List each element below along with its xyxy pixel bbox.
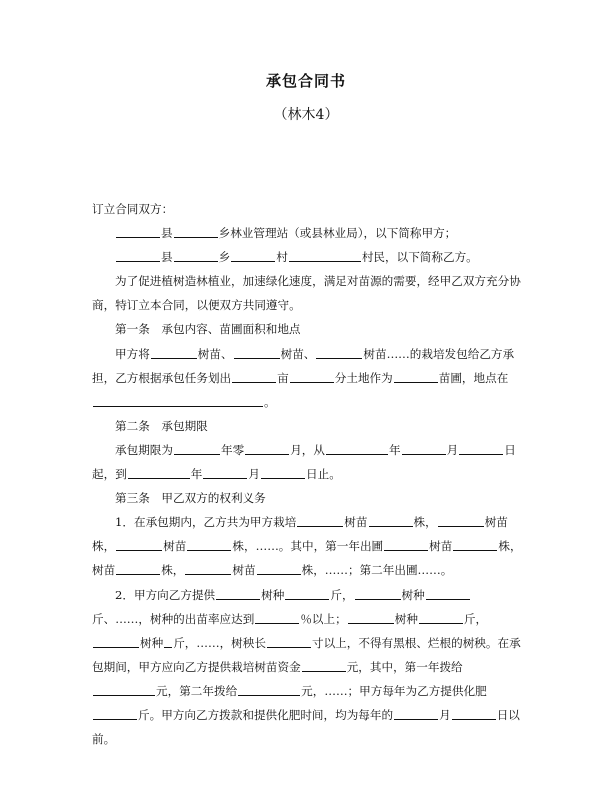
text-fragment: 月 [248, 467, 261, 482]
text-fragment: 树苗 [429, 539, 453, 554]
text-fragment: 月，从 [290, 442, 325, 457]
blank-field [116, 225, 160, 238]
intro-line: 订立合同双方： [92, 202, 174, 216]
blank-field [297, 514, 343, 527]
blank-field [348, 611, 394, 624]
blank-field [216, 587, 260, 600]
blank-field [255, 611, 299, 624]
blank-field [402, 442, 446, 455]
text-fragment: 树苗 [163, 539, 187, 554]
text-fragment: 株，……。其中，第一年出圃 [232, 539, 384, 554]
blank-field [326, 442, 388, 455]
blank-field [174, 442, 220, 455]
blank-field [93, 683, 155, 696]
party-a-line [92, 221, 526, 245]
blank-field [285, 587, 329, 600]
blank-field [116, 562, 160, 575]
purpose-paragraph: 为了促进植树造林植业，加速绿化速度，满足对苗源的需要，经甲乙双方充分协商，特订立本合同，以便双方共同遵守。 [92, 274, 521, 313]
text-fragment: 县 [161, 250, 173, 265]
text-fragment: 树苗 [232, 563, 256, 578]
text-fragment: 元，……；甲方每年为乙方提供化肥 [301, 683, 487, 698]
blank-field [234, 346, 280, 359]
article-3-item-1 [92, 510, 526, 582]
blank-field [261, 466, 305, 479]
text-fragment: 元，其中，第一年拨给 [346, 659, 463, 674]
blank-field [369, 514, 413, 527]
text-fragment: 乡 [218, 250, 231, 265]
text-fragment: 日以前。 [92, 707, 520, 747]
blank-field [452, 707, 496, 720]
blank-field [316, 346, 362, 359]
blank-field [93, 394, 263, 407]
document-subtitle: （林木4） [273, 107, 339, 123]
text-fragment: 树苗、 [280, 346, 316, 361]
text-fragment: 村 [276, 250, 288, 265]
blank-field [267, 635, 311, 648]
article-3-heading: 第三条 甲乙双方的权利义务 [115, 491, 266, 506]
text-fragment: 树苗株， [92, 515, 508, 554]
blank-field [128, 466, 190, 479]
text-fragment: 株，树苗 [92, 539, 522, 578]
text-fragment: 月 [439, 707, 451, 722]
blank-field [93, 635, 139, 648]
article-2-heading: 第二条 承包期限 [115, 418, 208, 433]
text-fragment: 树种 [261, 587, 285, 602]
blank-field [419, 611, 463, 624]
text-fragment: 斤、……，树种的出苗率应达到 [92, 611, 255, 626]
blank-field [116, 538, 162, 551]
text-fragment: 斤，……，树秧长 [173, 635, 266, 650]
blank-field [185, 562, 231, 575]
text-fragment: 甲方将 [115, 346, 150, 361]
text-fragment: 树苗 [344, 515, 368, 530]
blank-field [355, 587, 401, 600]
blank-field [174, 249, 218, 262]
blank-field [245, 442, 289, 455]
text-fragment: 2．甲方向乙方提供 [115, 587, 216, 602]
blank-field [302, 659, 346, 672]
blank-field [116, 249, 160, 262]
document-title: 承包合同书 [265, 72, 346, 90]
text-fragment: 。 [264, 394, 276, 409]
blank-field [394, 370, 438, 383]
blank-field [459, 442, 503, 455]
blank-field [187, 538, 231, 551]
text-fragment: 承包期限为 [115, 442, 173, 457]
text-fragment: 日起，到 [92, 442, 516, 482]
blank-field [151, 346, 197, 359]
text-fragment: 株，……；第二年出圃……。 [301, 563, 453, 578]
text-fragment: 日止。 [306, 467, 341, 482]
text-fragment: 树种 [140, 635, 164, 650]
blank-field [93, 707, 137, 720]
blank-field [203, 466, 247, 479]
text-fragment: 村民，以下简称乙方。 [361, 250, 478, 265]
text-fragment: 树种 [394, 611, 418, 626]
blank-field [453, 538, 497, 551]
text-fragment: 年 [388, 442, 401, 457]
text-fragment: 亩 [277, 370, 289, 385]
article-3-item-2 [92, 583, 526, 752]
text-fragment: 乡林业管理站（或县林业局），以下简称甲方； [218, 226, 457, 241]
blank-field [384, 538, 428, 551]
blank-field [174, 225, 218, 238]
text-fragment: 斤， [463, 611, 488, 626]
blank-field [426, 587, 470, 600]
text-fragment: 树种 [401, 587, 425, 602]
text-fragment: 年 [190, 467, 203, 482]
text-fragment: 1．在承包期内，乙方共为甲方栽培 [115, 515, 297, 530]
text-fragment: 寸以上，不得有黑根、烂根的树秧。在承包期间，甲方应向乙方提供栽培树苗资金 [92, 635, 521, 674]
article-2-paragraph [92, 438, 526, 486]
text-fragment: 树苗……的栽培发包给乙方承担，乙方根据承包任务划出 [92, 346, 515, 385]
text-fragment: 株， [161, 563, 185, 578]
text-fragment: ％以上； [300, 611, 347, 626]
blank-field [164, 635, 172, 648]
text-fragment: 斤， [330, 587, 354, 602]
contract-body [92, 197, 526, 751]
blank-field [231, 249, 275, 262]
text-fragment: 县 [161, 226, 173, 241]
article-1-paragraph [92, 342, 526, 414]
blank-field [238, 683, 300, 696]
text-fragment: 斤。甲方向乙方拨款和提供化肥时间，均为每年的 [138, 707, 394, 722]
party-b-line [92, 245, 526, 269]
text-fragment: 树苗、 [197, 346, 233, 361]
blank-field [257, 562, 301, 575]
article-1-heading: 第一条 承包内容、苗圃面积和地点 [115, 322, 301, 337]
text-fragment: 株， [413, 515, 437, 530]
blank-field [438, 514, 484, 527]
text-fragment: 元，第二年拨给 [156, 683, 238, 698]
blank-field [290, 370, 334, 383]
blank-field [232, 370, 276, 383]
blank-field [289, 249, 361, 262]
text-fragment: 月 [446, 442, 459, 457]
text-fragment: 分土地作为 [334, 370, 393, 385]
text-fragment: 苗圃，地点在 [438, 370, 509, 385]
text-fragment: 年零 [220, 442, 245, 457]
blank-field [394, 707, 438, 720]
